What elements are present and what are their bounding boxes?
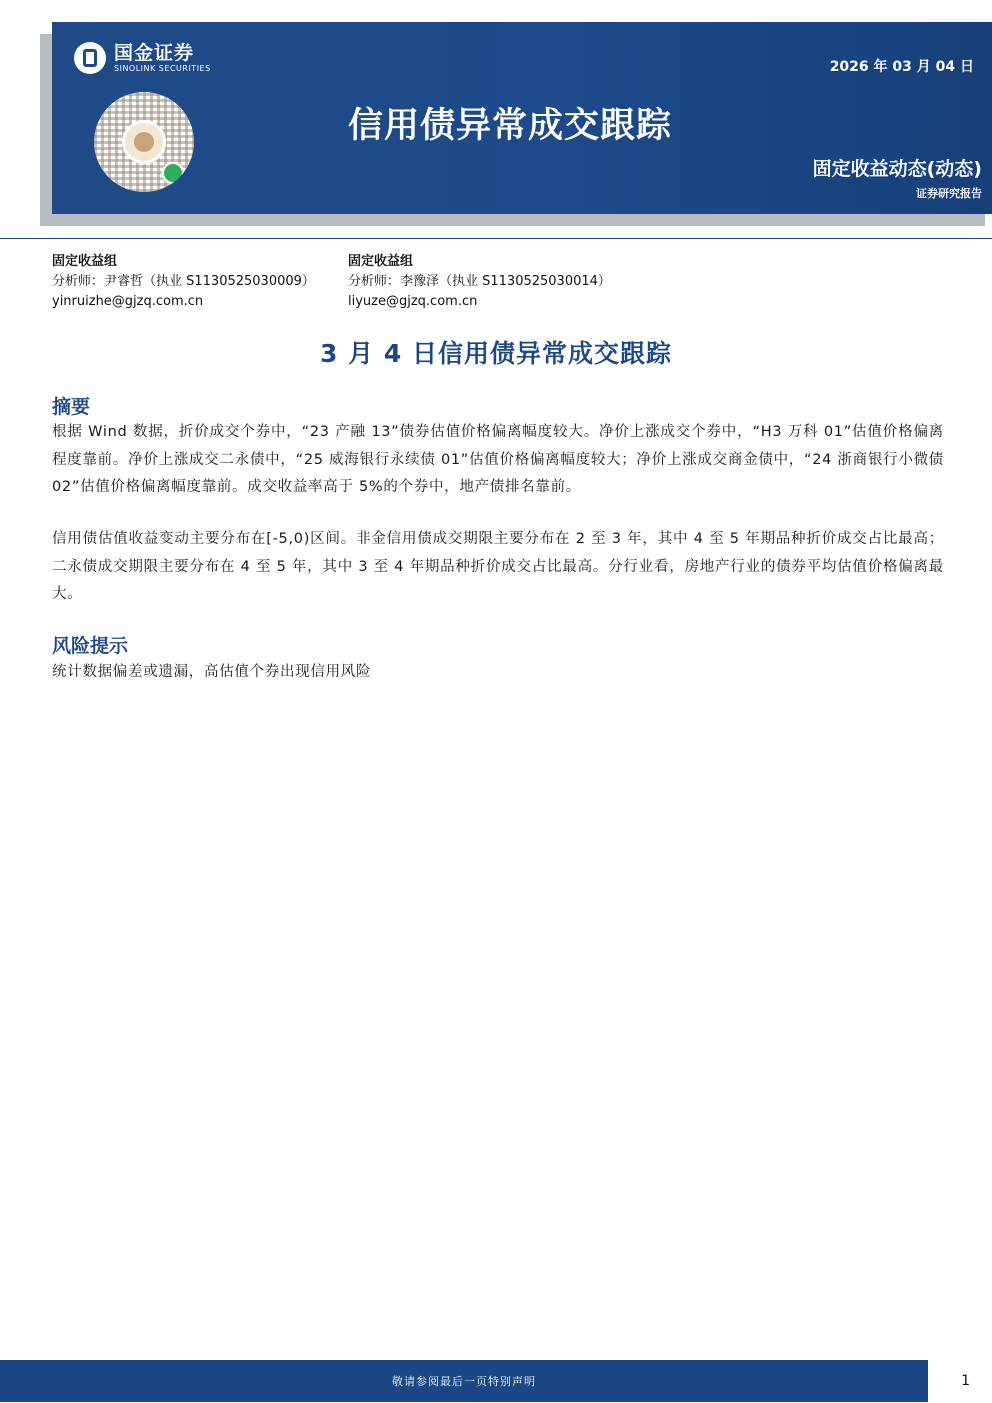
summary-paragraph-2: 信用债估值收益变动主要分布在[-5,0)区间。非金信用债成交期限主要分布在 2 至 3 年，其中 4 至 5 年期品种折价成交占比最高；二永债成交期限主要分布在 4 至 5 年，其中 3 至 4 年期品种折价成交占比最高。分行业看，房地产行业的债券平均估值价格偏离最大。 bbox=[52, 531, 944, 602]
risk-text: 统计数据偏差或遗漏，高估值个券出现信用风险 bbox=[52, 664, 372, 680]
risk-heading: 风险提示 bbox=[52, 635, 129, 657]
company-logo bbox=[74, 42, 211, 74]
mini-program-qr-code[interactable] bbox=[94, 92, 194, 192]
footer-bar bbox=[0, 1360, 928, 1402]
analyst-group: 固定收益组 bbox=[348, 254, 414, 269]
analyst-block bbox=[52, 252, 315, 312]
analyst-group: 固定收益组 bbox=[52, 254, 118, 269]
disclaimer-note: 敬请参阅最后一页特别声明 bbox=[392, 1375, 536, 1388]
analyst-name: 分析师：尹睿哲（执业 S1130525030009） bbox=[52, 274, 315, 289]
logo-name-cn: 国金证券 bbox=[114, 42, 195, 64]
analyst-email[interactable]: yinruizhe@gjzq.com.cn bbox=[52, 294, 204, 309]
banner-title: 信用债异常成交跟踪 bbox=[348, 106, 673, 146]
summary-heading: 摘要 bbox=[52, 396, 91, 418]
analyst-block bbox=[348, 252, 611, 312]
report-category: 固定收益动态(动态) bbox=[812, 158, 982, 180]
logo-icon bbox=[74, 42, 106, 74]
page-number: 1 bbox=[961, 1373, 970, 1389]
logo-name-en: SINOLINK SECURITIES bbox=[114, 64, 211, 73]
analyst-email[interactable]: liyuze@gjzq.com.cn bbox=[348, 294, 478, 309]
analyst-name: 分析师：李豫泽（执业 S1130525030014） bbox=[348, 274, 611, 289]
header-divider bbox=[0, 238, 992, 239]
report-type: 证券研究报告 bbox=[916, 187, 982, 200]
report-banner bbox=[52, 22, 992, 214]
wechat-mini-program-icon bbox=[162, 162, 184, 184]
document-title: 3 月 4 日信用债异常成交跟踪 bbox=[320, 339, 672, 368]
summary-paragraph-1: 根据 Wind 数据，折价成交个券中，“23 产融 13”债券估值价格偏离幅度较大。净价上涨成交个券中，“H3 万科 01”估值价格偏离程度靠前。净价上涨成交二永债中，“25 威海银行永续债 01”估值价格偏离幅度较大；净价上涨成交商金债中，“24 浙商银行小微债 02”估值价格偏离幅度靠前。成交收益率高于 5%的个券中，地产债排名靠前。 bbox=[52, 424, 944, 495]
report-date: 2026 年 03 月 04 日 bbox=[829, 59, 974, 75]
